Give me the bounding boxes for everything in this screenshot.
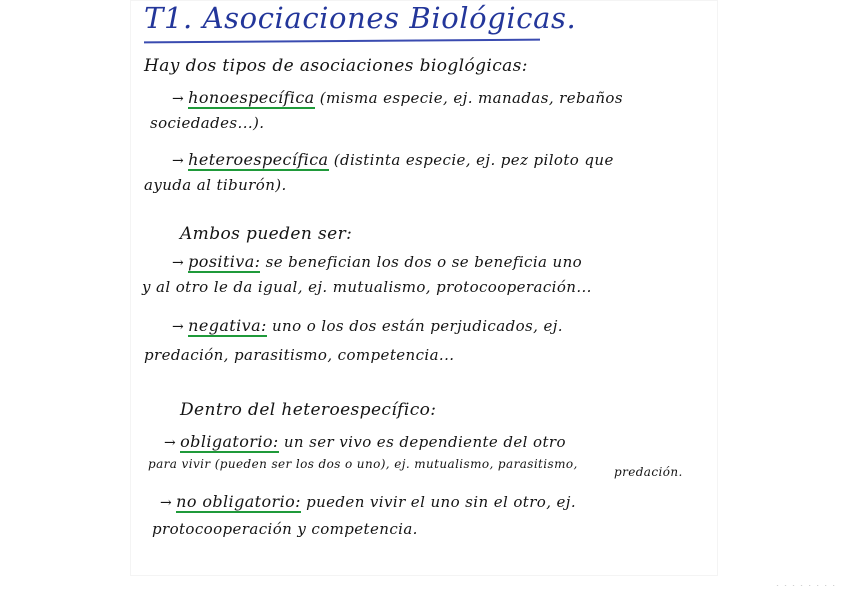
term-label: positiva: [188,252,261,271]
kind-positiva [172,254,582,273]
term-description: (distinta especie, ej. pez piloto que [333,151,614,169]
type-heteroespecifica-cont: ayuda al tiburón). [144,176,287,194]
term-label: negativa: [188,316,267,335]
kind-obligatorio [164,434,566,453]
type-heteroespecifica [172,152,614,171]
type-honoespecifica [172,90,623,109]
kind-no-obligatorio [160,494,576,513]
notebook-page [130,0,718,576]
page-title: T1. Asociaciones Biológicas. [144,1,577,35]
arrow-icon: → [172,91,185,107]
term-description: se benefician los dos o se beneficia uno [265,253,583,271]
intro-line: Hay dos tipos de asociaciones bioglógicas: [144,56,528,76]
term-description: pueden vivir el uno sin el otro, ej. [306,493,577,511]
term-label: obligatorio: [180,432,279,451]
arrow-icon: → [164,435,177,451]
hetero-heading: Dentro del heteroespecífico: [180,400,437,420]
arrow-icon: → [160,495,173,511]
term-description: uno o los dos están perjudicados, ej. [271,317,563,335]
term-description: (misma especie, ej. manadas, rebaños [319,89,623,107]
term-label: no obligatorio: [176,492,301,511]
kind-negativa-cont: predación, parasitismo, competencia... [144,346,455,364]
title-underline [144,39,540,44]
kind-no-obligatorio-cont: protocooperación y competencia. [152,520,418,538]
kind-positiva-cont: y al otro le da igual, ej. mutualismo, protocooperación... [142,278,592,296]
arrow-icon: → [172,255,185,271]
term-label: honoespecífica [188,88,315,107]
footer-mark: - - - - - - - - [776,583,837,589]
arrow-icon: → [172,153,185,169]
kind-obligatorio-cont: para vivir (pueden ser los dos o uno), ej. mutualismo, parasitismo, [148,457,578,471]
kind-negativa [172,318,563,337]
term-description: un ser vivo es dependiente del otro [283,433,566,451]
arrow-icon: → [172,319,185,335]
type-honoespecifica-cont: sociedades...). [150,114,265,132]
both-heading: Ambos pueden ser: [180,224,353,244]
kind-obligatorio-cont2: predación. [614,465,683,479]
term-label: heteroespecífica [188,150,329,169]
